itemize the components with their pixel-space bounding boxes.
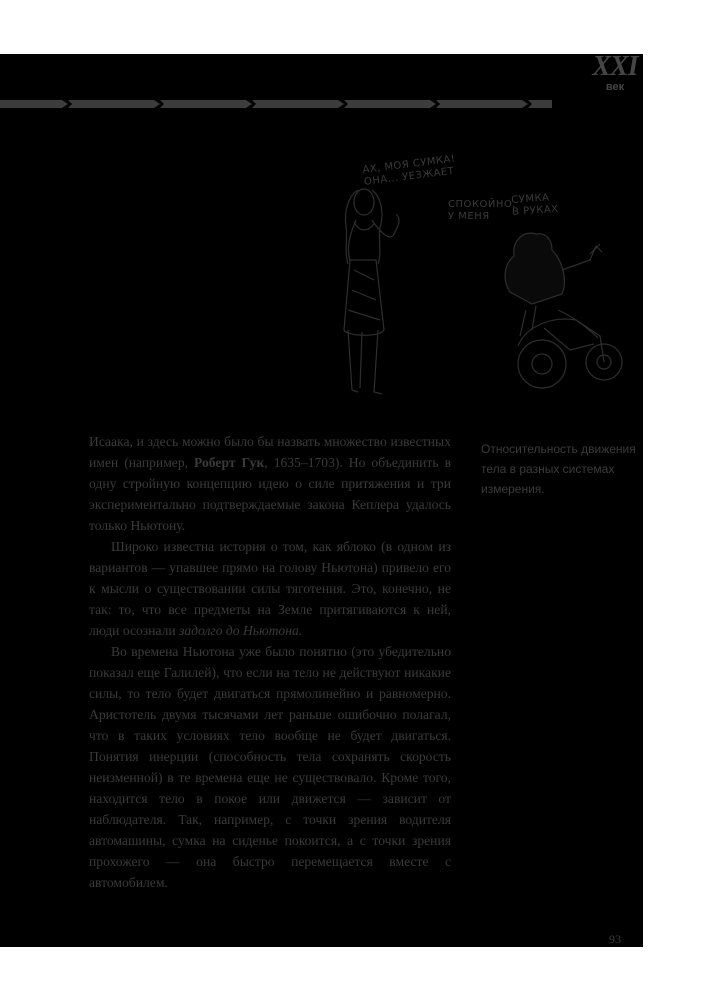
timeline-segment: [252, 100, 344, 108]
century-word: век: [605, 81, 625, 93]
illustration-caption: Относительность движения тела в разных системах измерения.: [481, 442, 636, 496]
motorcyclist-figure: [505, 233, 622, 388]
timeline-segment: [0, 100, 68, 108]
timeline-arrow-bar: [0, 97, 552, 111]
person-name: Роберт Гук: [194, 455, 265, 470]
paragraph: [89, 536, 451, 641]
paragraph-text: Исаака, и здесь можно было бы назвать множество известных имен (например,: [89, 434, 451, 470]
woman-and-motorcyclist-illustration: [300, 160, 630, 400]
timeline-segment: [160, 100, 252, 108]
woman-figure: [344, 189, 399, 394]
article-body: [89, 431, 451, 893]
paragraph: [89, 431, 451, 536]
century-marker: [589, 54, 641, 92]
page-number: 93: [609, 932, 621, 946]
timeline-segment: [436, 100, 528, 108]
book-page: [0, 54, 643, 947]
paragraph-text: Широко известна история о том, как яблоко (в одном из вариантов — упавшее прямо на голову Ньютона) привело его к мысли о существовании силы тяготения. Это, конечно, не так: то, что все предметы на Земле притягиваются к ней, люди осознали: [89, 539, 451, 638]
woman-speech-text: АХ, МОЯ СУМКА! ОНА... УЕЗЖАЕТ: [362, 153, 456, 188]
timeline-segment: [344, 100, 436, 108]
timeline-segment: [68, 100, 160, 108]
timeline-segment: [528, 100, 552, 108]
rider-speech-text-left: СПОКОЙНО, У МЕНЯ: [448, 199, 516, 222]
paragraph-text: , 1635–1703). Но объединить в одну стройную концепцию идею о силе притяжения и три экспериментально подтверждаемые закона Кеплера удалось только Ньютону.: [89, 455, 451, 533]
rider-speech-text-right: СУМКА В РУКАХ: [511, 192, 559, 218]
emphasis-text: задолго до Ньютона.: [179, 623, 303, 638]
century-numeral: XXI: [592, 54, 638, 82]
paragraph: Во времена Ньютона уже было понятно (это убедительно показал еще Галилей), что если на тело не действуют никакие силы, то тело будет двигаться прямолинейно и равномерно. Аристотель двумя тысячами лет раньше ошибочно полагал, что в таких условиях тело вообще не будет двигаться. Понятия инерции (способность тела сохранять скорость неизменной) в те времена еще не существовало. Кроме того, находится тело в покое или движется — зависит от наблюдателя. Так, например, с точки зрения водителя автомашины, сумка на сиденье покоится, а с точки зрения прохожего — она быстро перемещается вместе с автомобилем.: [89, 644, 451, 890]
